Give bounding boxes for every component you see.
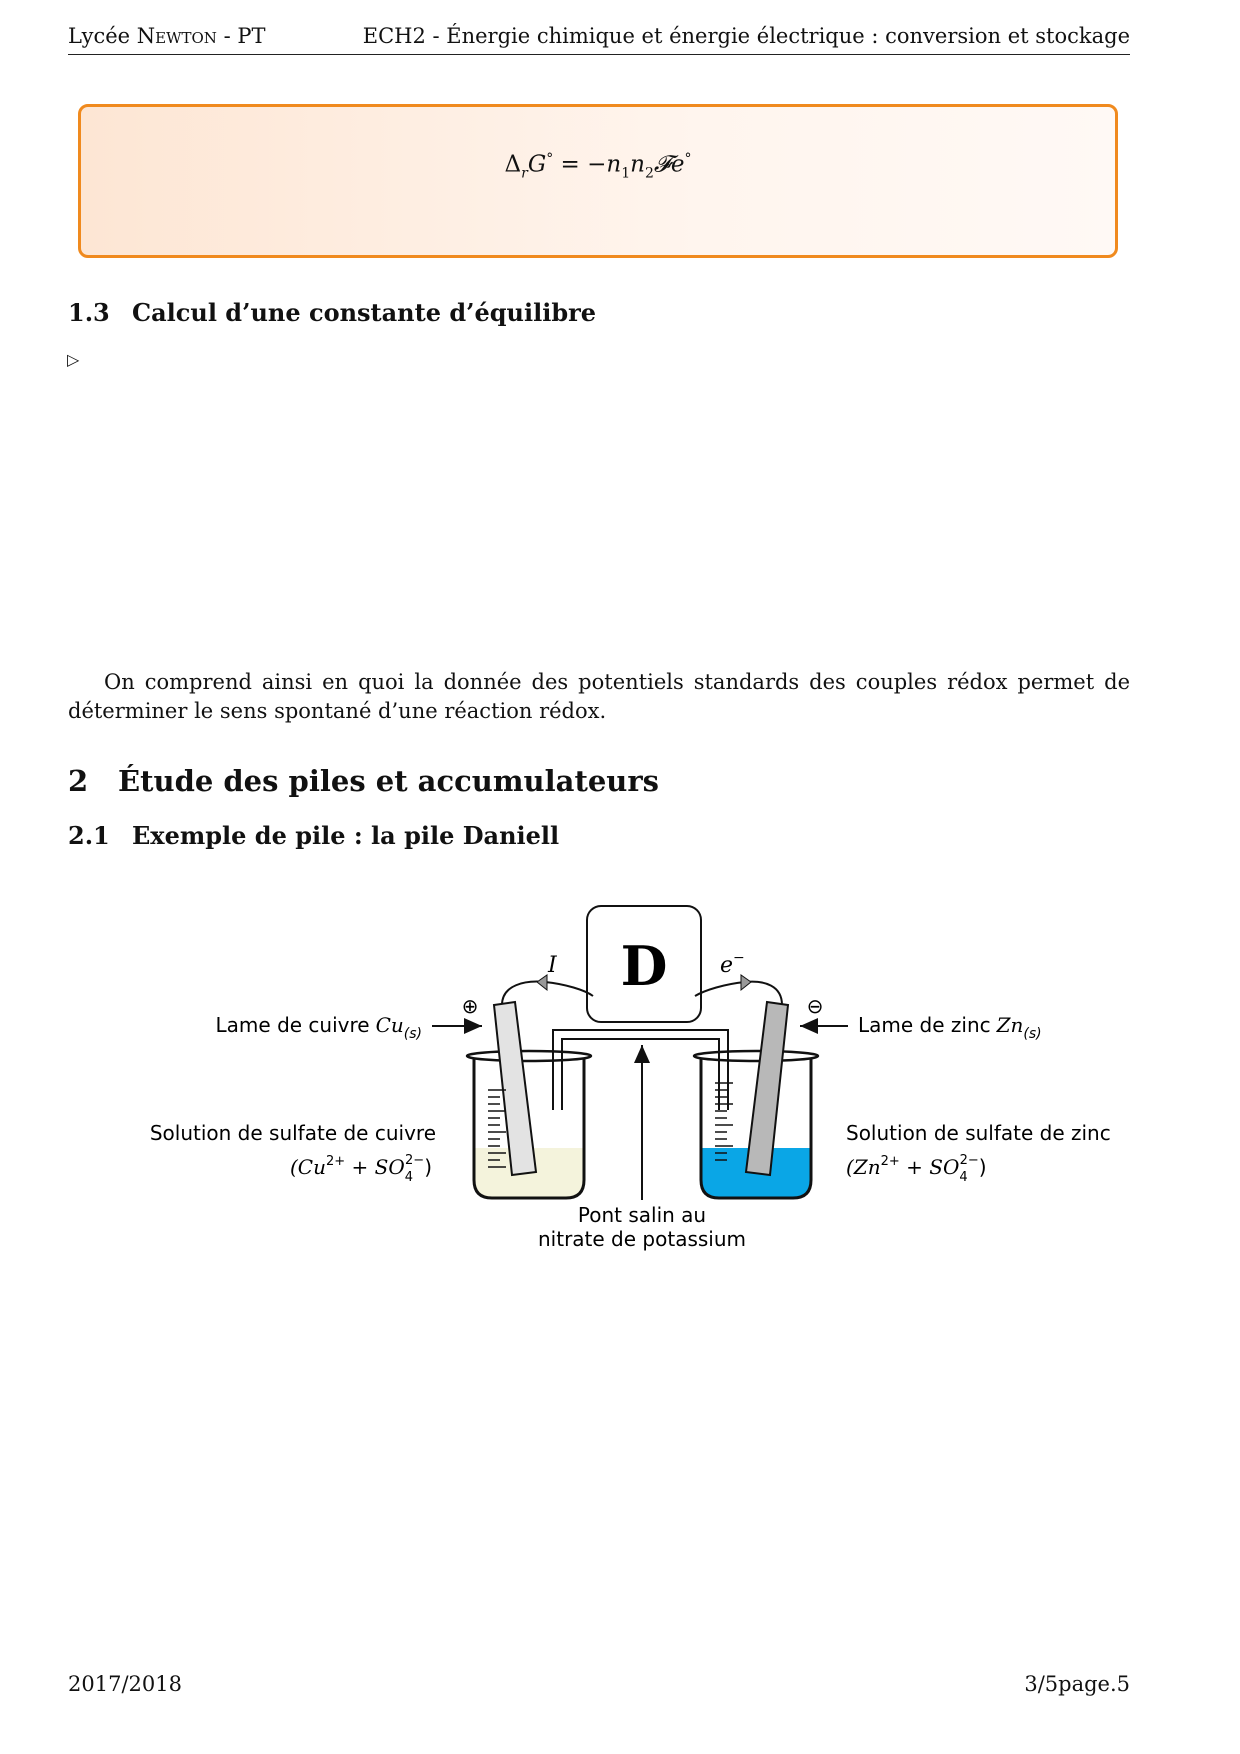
section-title: Étude des piles et accumulateurs <box>118 764 659 798</box>
header-school-name: Newton <box>136 24 217 48</box>
salt-bridge-inner <box>562 1039 719 1110</box>
gibbs-formula: $\Delta_rG^\circ$ = $-n_1n_2𝓕e^\circ$ <box>504 151 692 182</box>
zinc-plate-label: Lame de zinc $Zn_{(s)}$ <box>858 1013 1042 1042</box>
zinc-solution-label: Solution de sulfate de zinc <box>846 1121 1111 1145</box>
header-school-word: Lycée <box>68 24 131 48</box>
footer-year: 2017/2018 <box>68 1672 182 1696</box>
section-number: 2.1 <box>68 821 110 850</box>
electron-arrow-icon <box>741 975 751 990</box>
bullet-marker: ▷ <box>67 350 80 369</box>
salt-bridge-label-1: Pont salin au <box>577 1203 707 1227</box>
section-number: 1.3 <box>68 298 110 327</box>
dipole-label: D <box>620 934 668 998</box>
zinc-ions-label: $(Zn^{2+} + SO_42-)$ <box>846 1153 987 1185</box>
body-paragraph: On comprend ainsi en quoi la donnée des potentiels standards des couples rédox permet de déterminer le sens spontané d’une réaction rédox. <box>68 670 1130 723</box>
copper-beaker-rim <box>467 1051 591 1061</box>
copper-ions-label: $(Cu^{2+} + SO_42-)$ <box>289 1153 432 1185</box>
electron-label: e− <box>720 950 745 978</box>
copper-plate-label: Lame de cuivre $Cu_{(s)}$ <box>215 1013 422 1042</box>
header-school-suffix: - PT <box>223 24 266 48</box>
footer-page-number: 3/5page.5 <box>1024 1672 1130 1696</box>
minus-terminal-icon: ⊖ <box>806 994 824 1018</box>
section-title: Exemple de pile : la pile Daniell <box>132 821 560 850</box>
salt-bridge-label-2: nitrate de potassium <box>538 1227 746 1251</box>
plus-terminal-icon: ⊕ <box>461 994 479 1018</box>
copper-solution-label: Solution de sulfate de cuivre <box>149 1121 436 1145</box>
current-arrow-icon <box>537 975 547 990</box>
header-chapter-title: ECH2 - Énergie chimique et énergie électrique : conversion et stockage <box>362 24 1130 48</box>
section-title: Calcul d’une constante d’équilibre <box>132 298 597 327</box>
zinc-beaker-rim <box>694 1051 818 1061</box>
section-number: 2 <box>68 764 89 798</box>
current-label: I <box>548 953 557 978</box>
